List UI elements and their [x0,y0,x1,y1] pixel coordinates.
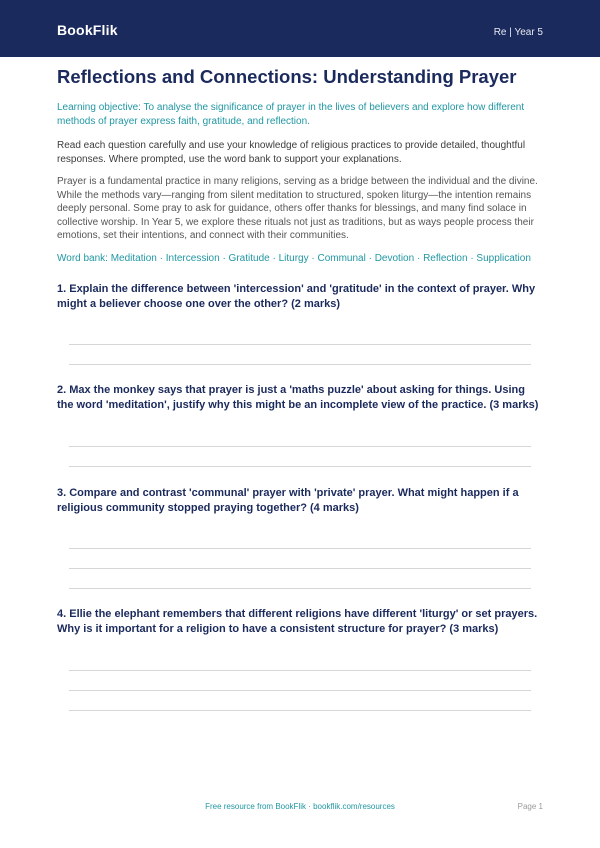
answer-line[interactable] [69,670,531,671]
brand-logo: BookFlik [57,22,118,38]
answer-line[interactable] [69,690,531,691]
question-1 [57,282,543,312]
page-number: Page 1 [517,802,543,811]
question-4-text: 4. Ellie the elephant remembers that different religions have different 'liturgy' or set prayers. Why is it important for a religion to have a consistent structure for prayer? (3 marks) [57,608,538,635]
answer-line[interactable] [69,364,531,365]
answer-line[interactable] [69,344,531,345]
answer-line[interactable] [69,466,531,467]
answer-line[interactable] [69,568,531,569]
context-paragraph: Prayer is a fundamental practice in many religions, serving as a bridge between the individual and the divine. While the methods vary—ranging from silent meditation to structured, spoken liturgy—the intention remains deeply personal. Some pray to ask for guidance, others offer thanks for blessings, and many find solace in collective worship. In Year 5, we explore these rituals not just as traditions, but as ways people process their emotions, set their intentions, and connect with their communities. [57,176,538,241]
question-1-text: 1. Explain the difference between 'intercession' and 'gratitude' in the context of prayer. Why might a believer choose one over the other? (2 marks) [57,283,536,310]
question-2 [57,383,543,413]
question-3-text: 3. Compare and contrast 'communal' prayer with 'private' prayer. What might happen if a religious community stopped praying together? (4 marks) [57,487,519,514]
answer-line[interactable] [69,588,531,589]
answer-line[interactable] [69,446,531,447]
question-4 [57,607,543,637]
question-3 [57,486,543,516]
page-footer [0,802,600,814]
word-bank: Word bank: Meditation · Intercession · Gratitude · Liturgy · Communal · Devotion · Reflection · Supplication [57,252,531,264]
instructions: Read each question carefully and use your knowledge of religious practices to provide detailed, thoughtful responses. Where prompted, use the word bank to support your explanations. [57,140,526,165]
footer-resource-link[interactable]: Free resource from BookFlik · bookflik.com/resources [205,802,395,811]
page-header [0,0,600,57]
learning-objective: Learning objective: To analyse the significance of prayer in the lives of believers and explore how different methods of prayer express faith, gratitude, and reflection. [57,102,525,127]
page-title: Reflections and Connections: Understanding Prayer [57,66,517,87]
worksheet-content [57,66,543,265]
subject-year-label: Re | Year 5 [493,27,543,38]
answer-line[interactable] [69,548,531,549]
question-2-text: 2. Max the monkey says that prayer is just a 'maths puzzle' about asking for things. Using the word 'meditation', justify why this might be an incomplete view of the practice. (3 marks) [57,384,539,411]
answer-line[interactable] [69,710,531,711]
